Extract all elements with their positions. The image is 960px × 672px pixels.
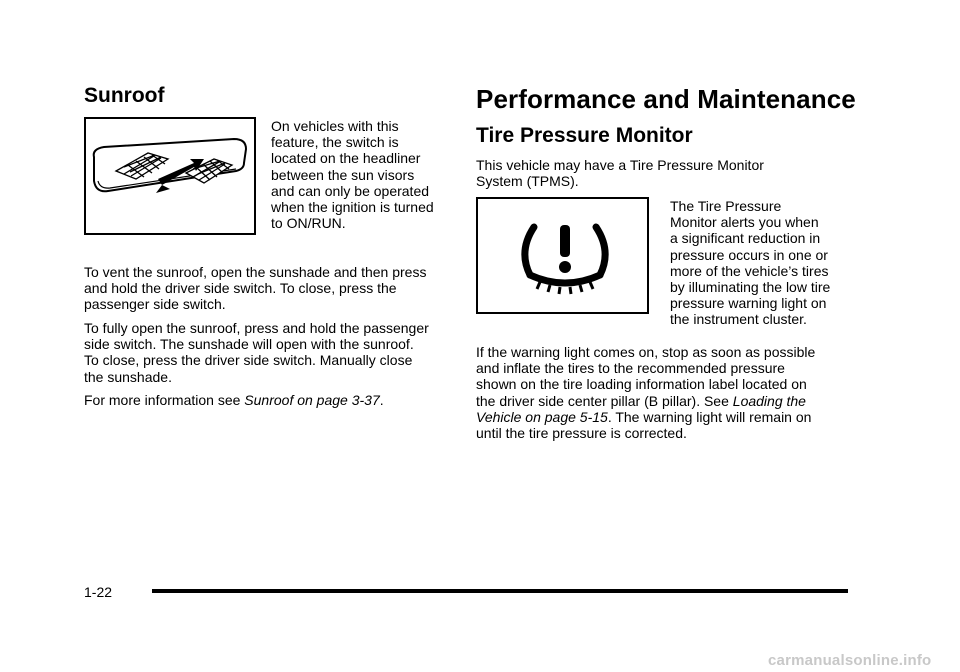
- tpms-warning-illustration: [476, 197, 649, 314]
- performance-maintenance-heading: Performance and Maintenance: [476, 84, 856, 114]
- sunroof-open-paragraph: To fully open the sunroof, press and hold the passenger side switch. The sunshade will open with the sunroof. To close, press the driver side switch. Manually close the sunshade.: [84, 320, 429, 385]
- tire-pressure-warning-icon: [478, 199, 647, 312]
- footer-rule: [152, 589, 848, 593]
- tpms-warning-paragraph: If the warning light comes on, stop as soon as possible and inflate the tires to the recommended pressure shown on the tire loading information label located on the driver side center pillar (B pillar). See Loading the Vehicle on page 5-15. The warning light will remain on until the tire pressure is corrected.: [476, 344, 816, 442]
- sunroof-switch-icon: [86, 119, 254, 233]
- sunroof-heading: Sunroof: [84, 84, 165, 107]
- watermark: carmanualsonline.info: [768, 652, 932, 669]
- sunroof-side-text: On vehicles with this feature, the switch is located on the headliner between the sun visors and can only be operated when the ignition is turned to ON/RUN.: [271, 118, 434, 232]
- sunroof-page-reference[interactable]: Sunroof on page 3-37: [244, 392, 380, 408]
- tpms-side-text: The Tire Pressure Monitor alerts you when a significant reduction in pressure occurs in one or more of the vehicle’s tires by illuminating the low tire pressure warning light on the instrument cluster.: [670, 198, 831, 328]
- tire-pressure-monitor-heading: Tire Pressure Monitor: [476, 124, 693, 147]
- sunroof-vent-paragraph: To vent the sunroof, open the sunshade and then press and hold the driver side switch. To close, press the passenger side switch.: [84, 264, 427, 313]
- loading-vehicle-page-reference[interactable]: Vehicle on page 5-15: [476, 408, 608, 425]
- page-number: 1-22: [84, 584, 113, 600]
- sunroof-more-info: For more information see Sunroof on page 3-37.: [84, 392, 384, 408]
- loading-vehicle-reference[interactable]: Loading the: [732, 392, 806, 409]
- tpms-intro: This vehicle may have a Tire Pressure Monitor System (TPMS).: [476, 157, 764, 190]
- sunroof-switch-illustration: [84, 117, 256, 235]
